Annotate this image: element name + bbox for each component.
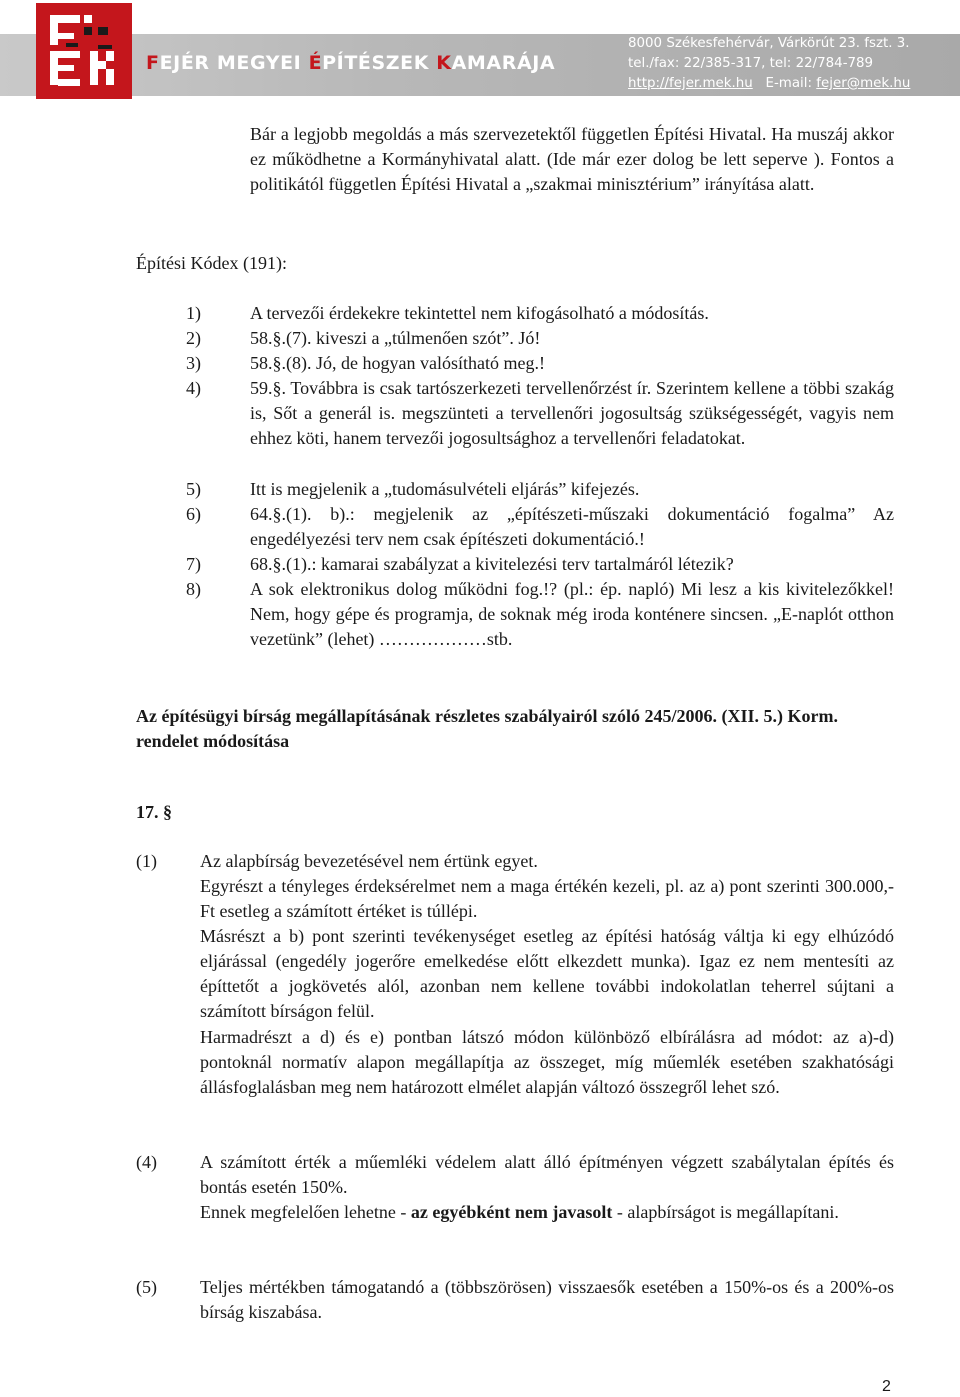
paragraph-1-line-4: Harmadrészt a d) és e) pontban látszó módon különböző elbírálásra ad módot: az a)-d) pontoknál normatív alapon megállapítja az összeget, míg műemlék esetében szakhatósági állásfoglalásban meg nem határozott elmélet alapján változó összegről lehet szó. <box>200 1027 894 1097</box>
org-name-part-1: EJÉR MEGYEI <box>159 52 309 74</box>
kodex-item-7-text: 68.§.(1).: kamarai szabályzat a kivitelezési terv tartalmáról létezik? <box>250 554 734 574</box>
org-name-part-2: PÍTÉSZEK <box>322 52 437 74</box>
page-number: 2 <box>882 1378 891 1395</box>
paragraph-4-number: (4) <box>136 1152 157 1172</box>
paragraph-4-post: - alapbírságot is megállapítani. <box>612 1202 839 1222</box>
paragraph-4-line-2 <box>200 1200 894 1225</box>
web-email-line <box>628 74 953 94</box>
kodex-item-8-text: A sok elektronikus dolog működni fog.!? (pl.: ép. napló) Mi lesz a kis kivitelezőkkel! Nem, hogy gépe és programja, de soknak még iroda konténere sincsen. „E-naplót otthon vezetünk” (lehet) ………………stb. <box>250 579 894 649</box>
fek-logo-icon <box>36 3 132 99</box>
letterhead <box>0 0 960 100</box>
kodex-item-5-number: 5) <box>186 479 201 499</box>
paragraph-4-bold: az egyébként nem javasolt <box>410 1202 613 1222</box>
kodex-item-2-number: 2) <box>186 328 201 348</box>
email-label: E-mail: <box>765 76 813 91</box>
kodex-item-4-text: 59.§. Továbbra is csak tartószerkezeti tervellenőrzést ír. Szerintem kellene a többi szakág is, Sőt a generál is. megszünteti a tervellenőri jogosultság szükségességét, vagyis nem ehhez köti, hanem tervezői jogosultsághoz a tervellenőri feladatokat. <box>250 378 894 448</box>
org-name-initial-k: K <box>436 52 452 74</box>
kodex-item-6-number: 6) <box>186 504 201 524</box>
paragraph-1-line-3: Másrészt a b) pont szerinti tevékenységet esetleg az építési hatóság váltja ki egy elhúzódó eljárással (engedély jogerőre emelkedése előtt elkezdett munka). Igaz ez nem mentesíti az építtetőt a jogkövetés alól, azonban nem kellene további indokolatlan teherrel sújtani a számított bírságon felül. <box>200 926 894 1021</box>
kodex-item-7-number: 7) <box>186 554 201 574</box>
website-link[interactable]: http://fejer.mek.hu <box>628 76 753 91</box>
kodex-item-2-text: 58.§.(7). kiveszi a „túlmenően szót”. Jó! <box>250 328 541 348</box>
email-link[interactable]: fejer@mek.hu <box>816 76 911 91</box>
birsag-title: Az építésügyi bírság megállapításának részletes szabályairól szóló 245/2006. (XII. 5.) Korm. rendelet módosítása <box>136 706 838 751</box>
contact-block <box>628 34 953 94</box>
paragraph-5-number: (5) <box>136 1277 157 1297</box>
paragraph-1-line-1: Az alapbírság bevezetésével nem értünk egyet. <box>200 851 538 871</box>
intro-paragraph: Bár a legjobb megoldás a más szervezetektől független Építési Hivatal. Ha muszáj akkor ez működhetne a Kormányhivatal alatt. (Ide már ezer dolog be lett seperve ). Fontos a politikától független Építési Hivatal a „szakmai minisztérium” irányítása alatt. <box>250 124 894 194</box>
paragraph-1-line-2: Egyrészt a tényleges érdeksérelmet nem a maga értékén kezeli, pl. az a) pont szerinti 300.000,- Ft esetleg a számított értéket is túllépi. <box>200 876 894 921</box>
kodex-item-3-number: 3) <box>186 353 201 373</box>
paragraph-4-line-1: A számított érték a műemléki védelem alatt álló építményen végzett szabálytalan építés és bontás esetén 150%. <box>200 1152 894 1197</box>
organization-name <box>146 52 555 74</box>
kodex-item-8-number: 8) <box>186 579 201 599</box>
kodex-item-5-text: Itt is megjelenik a „tudomásulvételi eljárás” kifejezés. <box>250 479 640 499</box>
org-name-part-3: AMARÁJA <box>451 52 556 74</box>
section-number: 17. § <box>136 802 172 822</box>
paragraph-4-pre: Ennek megfelelően lehetne - <box>200 1202 411 1222</box>
kodex-item-4-number: 4) <box>186 378 201 398</box>
kodex-title: Építési Kódex (191): <box>136 253 287 273</box>
org-name-initial-e: É <box>308 52 323 74</box>
kodex-item-6-text: 64.§.(1). b).: megjelenik az „építészeti-műszaki dokumentáció fogalma” Az engedélyezési terv nem csak építészeti dokumentáció.! <box>250 504 894 549</box>
phone-line: tel./fax: 22/385-317, tel: 22/784-789 <box>628 56 874 71</box>
chamber-logo <box>36 3 132 99</box>
kodex-item-3-text: 58.§.(8). Jó, de hogyan valósítható meg.! <box>250 353 545 373</box>
address-line: 8000 Székesfehérvár, Várkörút 23. fszt. 3. <box>628 36 910 51</box>
paragraph-5-text: Teljes mértékben támogatandó a (többszörösen) visszaesők esetében a 150%-os és a 200%-os bírság kiszabása. <box>200 1277 894 1322</box>
org-name-initial-f: F <box>146 52 160 74</box>
kodex-item-1-number: 1) <box>186 303 201 323</box>
paragraph-1-number: (1) <box>136 851 157 871</box>
kodex-item-1-text: A tervezői érdekekre tekintettel nem kifogásolható a módosítás. <box>250 303 709 323</box>
